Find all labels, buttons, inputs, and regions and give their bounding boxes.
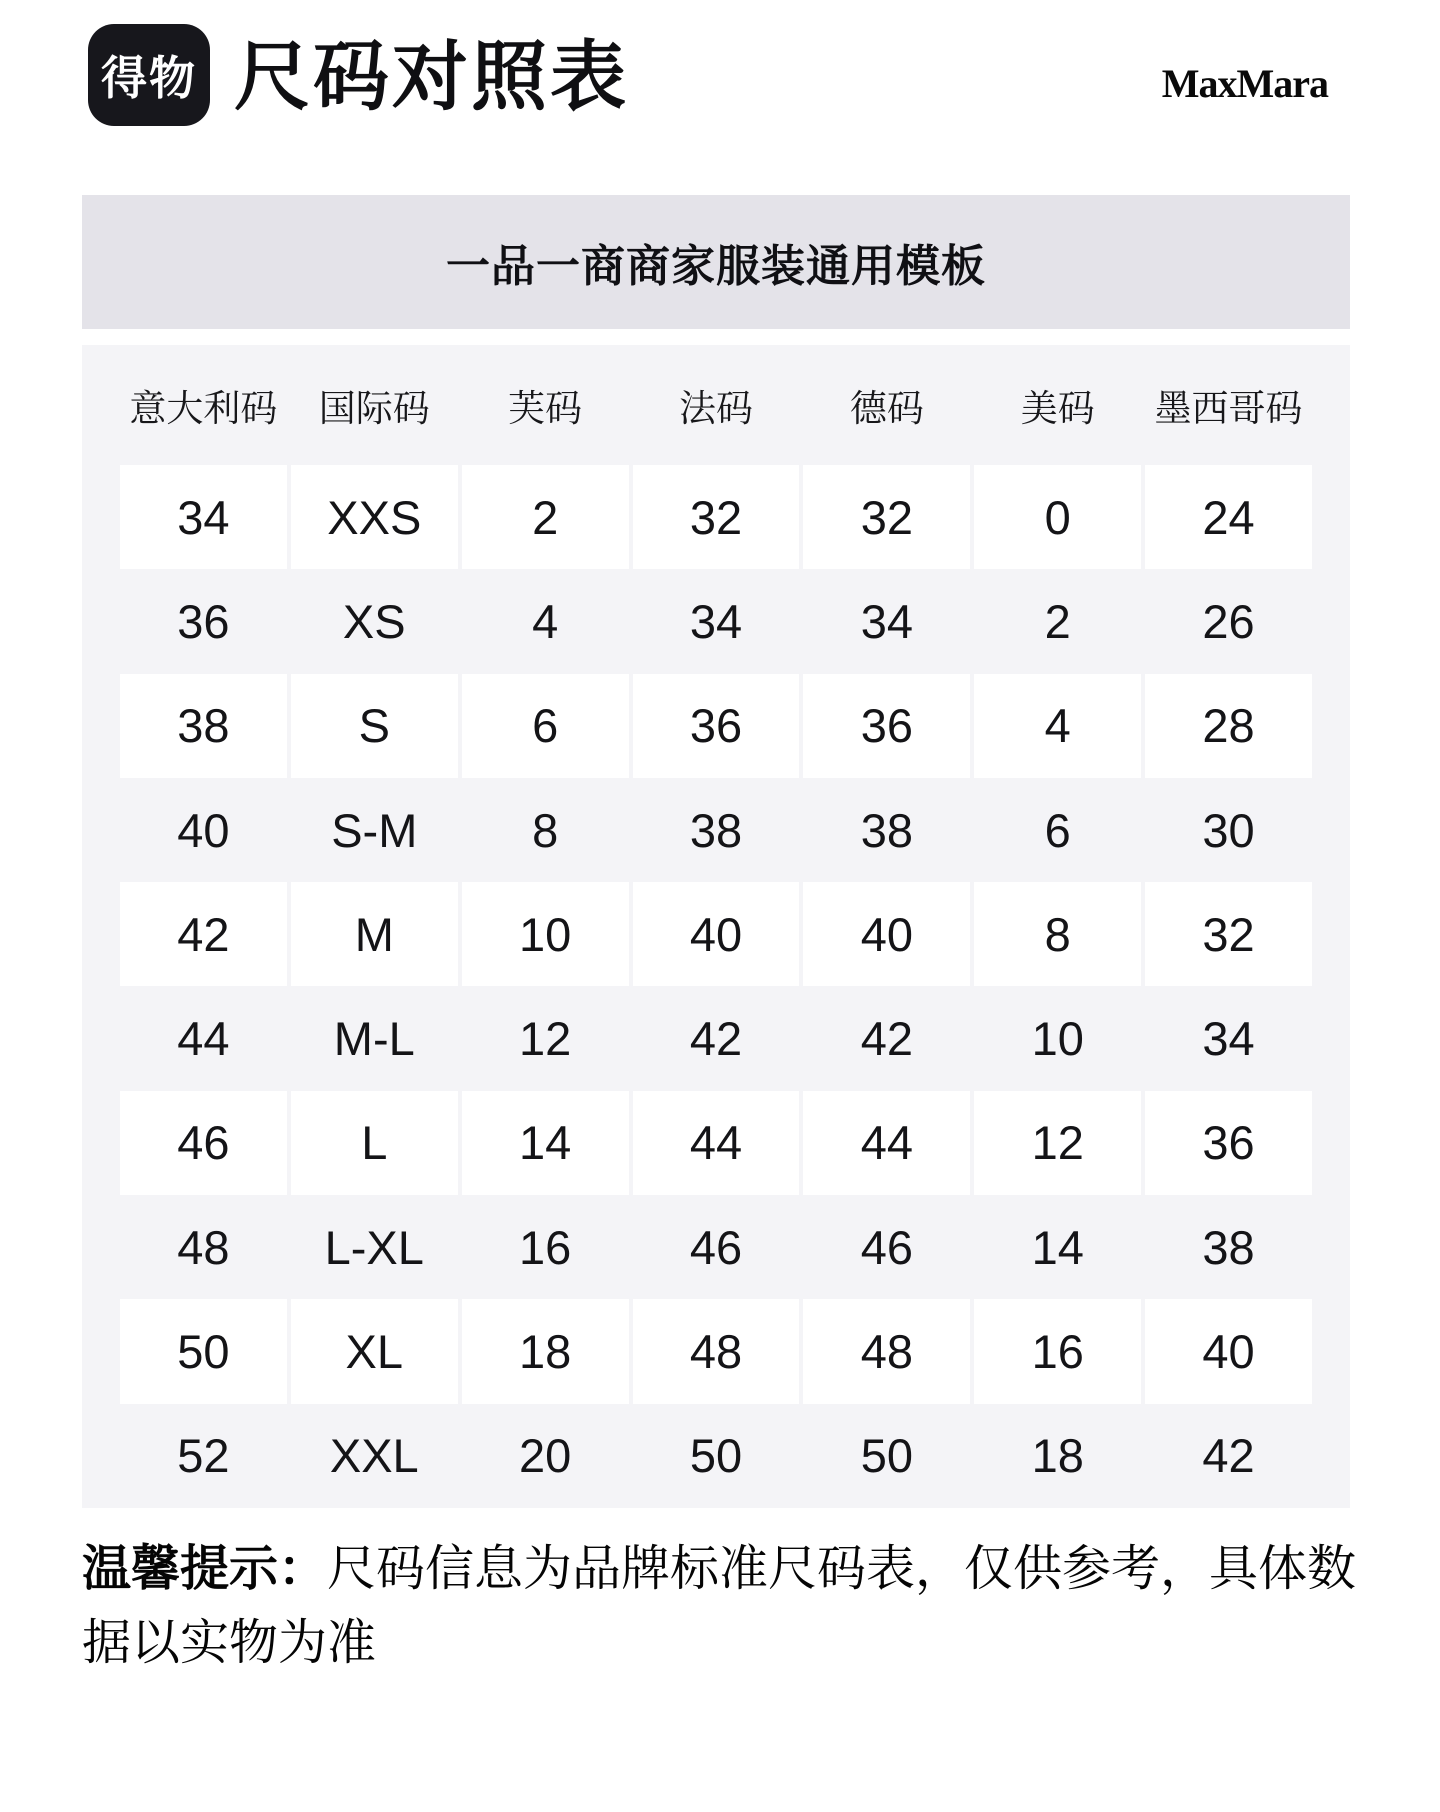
column-header: 意大利码 xyxy=(129,388,278,429)
table-cell: 48 xyxy=(633,1299,800,1403)
table-row xyxy=(120,1195,1312,1299)
page-title: 尺码对照表 xyxy=(234,35,629,120)
table-cell: 42 xyxy=(689,1012,743,1066)
table-cell: 38 xyxy=(120,674,287,778)
table-cell: 24 xyxy=(1145,465,1312,569)
table-cell: 8 xyxy=(974,882,1141,986)
table-cell: 30 xyxy=(1202,803,1255,857)
table-cell: 44 xyxy=(803,1091,970,1195)
table-cell: 32 xyxy=(1145,882,1312,986)
table-cell: 18 xyxy=(1031,1429,1084,1483)
table-cell: 20 xyxy=(518,1429,572,1483)
table-cell: 16 xyxy=(518,1220,572,1274)
table-cell: M xyxy=(291,882,458,986)
table-cell: 40 xyxy=(177,803,230,857)
column-header: 墨西哥码 xyxy=(1154,388,1303,429)
table-row xyxy=(120,1091,1312,1195)
table-cell: 38 xyxy=(1202,1220,1255,1274)
column-header: 国际码 xyxy=(318,388,430,429)
table-row xyxy=(120,674,1312,778)
table-cell: 36 xyxy=(177,594,230,648)
table-cell: M-L xyxy=(333,1012,415,1066)
table-cell: 44 xyxy=(177,1012,230,1066)
table-header-row xyxy=(120,345,1312,465)
note-line xyxy=(82,1532,1372,1606)
table-row xyxy=(120,986,1312,1090)
table-cell: 10 xyxy=(462,882,629,986)
table-cell: 50 xyxy=(689,1429,743,1483)
table-cell: 16 xyxy=(974,1299,1141,1403)
table-cell: XL xyxy=(291,1299,458,1403)
table-cell: 2 xyxy=(462,465,629,569)
template-banner xyxy=(82,195,1350,329)
table-cell: 46 xyxy=(689,1220,743,1274)
table-cell: 34 xyxy=(689,594,743,648)
table-cell: 32 xyxy=(803,465,970,569)
table-cell: 50 xyxy=(860,1429,913,1483)
table-cell: 36 xyxy=(633,674,800,778)
dewu-logo-text: 得物 xyxy=(101,52,197,104)
table-cell: 40 xyxy=(803,882,970,986)
table-cell: 48 xyxy=(803,1299,970,1403)
table-row xyxy=(120,1404,1312,1508)
table-cell: 2 xyxy=(1044,594,1071,648)
table-row xyxy=(120,778,1312,882)
note-line: 据以实物为准 xyxy=(82,1616,377,1670)
table-cell: 38 xyxy=(860,803,913,857)
table-cell: 34 xyxy=(1202,1012,1255,1066)
table-cell: 42 xyxy=(860,1012,913,1066)
size-table-section xyxy=(82,345,1350,1508)
table-row xyxy=(120,465,1312,569)
table-cell: 52 xyxy=(177,1429,230,1483)
table-body xyxy=(120,465,1312,1508)
table-cell: 10 xyxy=(1031,1012,1084,1066)
table-row xyxy=(120,1299,1312,1403)
brand-logo: MaxMara xyxy=(1161,61,1328,106)
disclaimer-note xyxy=(82,1532,1372,1680)
table-cell: 6 xyxy=(462,674,629,778)
table-row xyxy=(120,882,1312,986)
table-cell: XXS xyxy=(291,465,458,569)
table-cell: L xyxy=(291,1091,458,1195)
column-header: 芙码 xyxy=(508,388,583,429)
table-cell: 46 xyxy=(120,1091,287,1195)
table-cell: 36 xyxy=(803,674,970,778)
table-cell: 4 xyxy=(532,594,559,648)
table-cell: 34 xyxy=(120,465,287,569)
table-cell: 46 xyxy=(860,1220,913,1274)
table-cell: L-XL xyxy=(324,1220,424,1274)
table-cell: 34 xyxy=(860,594,913,648)
table-cell: 0 xyxy=(974,465,1141,569)
table-cell: 28 xyxy=(1145,674,1312,778)
table-cell: 48 xyxy=(177,1220,230,1274)
table-cell: 4 xyxy=(974,674,1141,778)
table-cell: 8 xyxy=(532,803,559,857)
table-cell: S-M xyxy=(331,803,418,857)
table-cell: 26 xyxy=(1202,594,1255,648)
table-cell: XXL xyxy=(329,1429,419,1483)
table-cell: 12 xyxy=(518,1012,572,1066)
table-cell: 32 xyxy=(633,465,800,569)
column-header: 美码 xyxy=(1020,388,1095,429)
column-header: 德码 xyxy=(849,388,924,429)
dewu-logo xyxy=(88,24,210,126)
table-cell: 42 xyxy=(120,882,287,986)
table-cell: 40 xyxy=(1145,1299,1312,1403)
table-cell: XS xyxy=(342,594,406,648)
table-cell: 38 xyxy=(689,803,743,857)
table-cell: 14 xyxy=(462,1091,629,1195)
note-prefix: 温馨提示： xyxy=(82,1542,328,1596)
table-row xyxy=(120,569,1312,673)
table-cell: 18 xyxy=(462,1299,629,1403)
table-cell: 36 xyxy=(1145,1091,1312,1195)
table-cell: 44 xyxy=(633,1091,800,1195)
table-cell: 6 xyxy=(1044,803,1071,857)
banner-title: 一品一商商家服装通用模板 xyxy=(446,242,986,291)
table-cell: 42 xyxy=(1202,1429,1255,1483)
table-cell: 14 xyxy=(1031,1220,1084,1274)
table-cell: 40 xyxy=(633,882,800,986)
table-cell: 12 xyxy=(974,1091,1141,1195)
column-header: 法码 xyxy=(678,388,753,429)
table-cell: S xyxy=(291,674,458,778)
note-text: 尺码信息为品牌标准尺码表，仅供参考，具体数 xyxy=(327,1542,1357,1596)
table-cell: 50 xyxy=(120,1299,287,1403)
